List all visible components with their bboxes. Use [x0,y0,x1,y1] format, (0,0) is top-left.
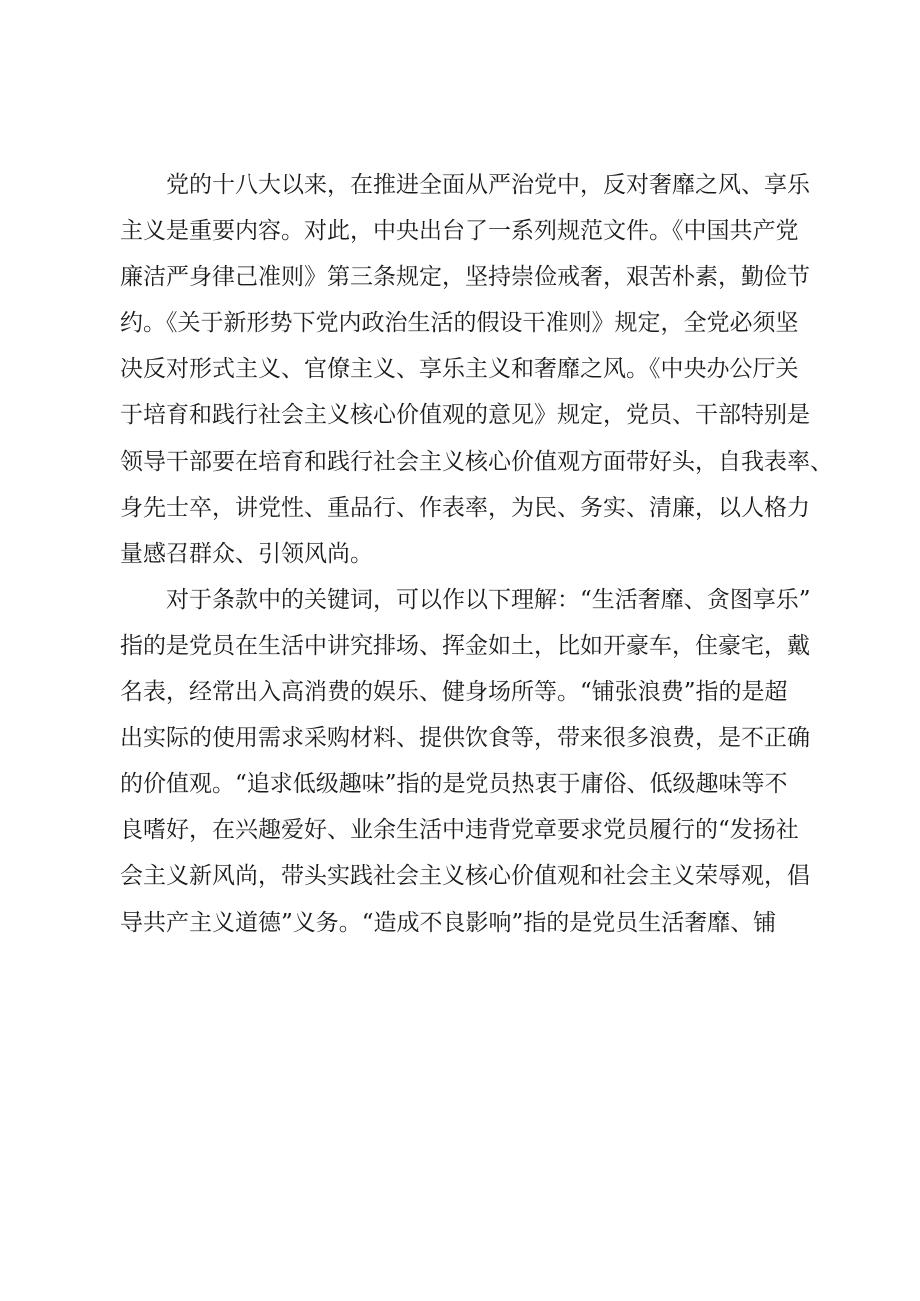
paragraph-2-line-1: 对于条款中的关键词，可以作以下理解：“生活奢靡、贪图享乐” [166,586,811,613]
paragraph-2-line-4: 出实际的使用需求采购材料、提供饮食等，带来很多浪费，是不正确 [120,725,810,752]
paragraph-2-line-7: 会主义新风尚，带头实践社会主义核心价值观和社会主义荣辱观，倡 [120,863,810,890]
paragraph-1-line-8: 身先士卒，讲党性、重品行、作表率，为民、务实、清廉，以人格力 [120,494,810,521]
paragraph-2-line-6: 良嗜好，在兴趣爱好、业余生活中违背党章要求党员履行的“发扬社 [120,817,799,844]
paragraph-1-line-7: 领导干部要在培育和践行社会主义核心价值观方面带好头，自我表率、 [120,448,833,475]
paragraph-1-line-5: 决反对形式主义、官僚主义、享乐主义和奢靡之风。《中央办公厅关 [120,356,799,383]
paragraph-1-line-6: 于培育和践行社会主义核心价值观的意见》规定，党员、干部特别是 [120,402,810,429]
body-text [120,162,833,946]
paragraph-2-line-3: 名表，经常出入高消费的娱乐、健身场所等。“铺张浪费”指的是超 [120,679,788,706]
paragraph-2-line-2: 指的是党员在生活中讲究排场、挥金如土，比如开豪车，住豪宅，戴 [120,632,810,659]
paragraph-2-line-5: 的价值观。“追求低级趣味”指的是党员热衷于庸俗、低级趣味等不 [120,771,788,798]
paragraph-2-line-8: 导共产主义道德”义务。“造成不良影响”指的是党员生活奢靡、铺 [120,909,777,936]
paragraph-1-line-9: 量感召群众、引领风尚。 [120,540,373,567]
paragraph-1-line-3: 廉洁严身律己准则》第三条规定，坚持崇俭戒奢，艰苦朴素，勤俭节 [120,264,810,291]
paragraph-1-line-1: 党的十八大以来，在推进全面从严治党中，反对奢靡之风、享乐 [166,172,810,198]
paragraph-1-line-4: 约。《关于新形势下党内政治生活的假设干准则》规定，全党必须坚 [120,310,799,337]
paragraph-1-line-2: 主义是重要内容。对此，中央出台了一系列规范文件。《中国共产党 [120,218,799,245]
